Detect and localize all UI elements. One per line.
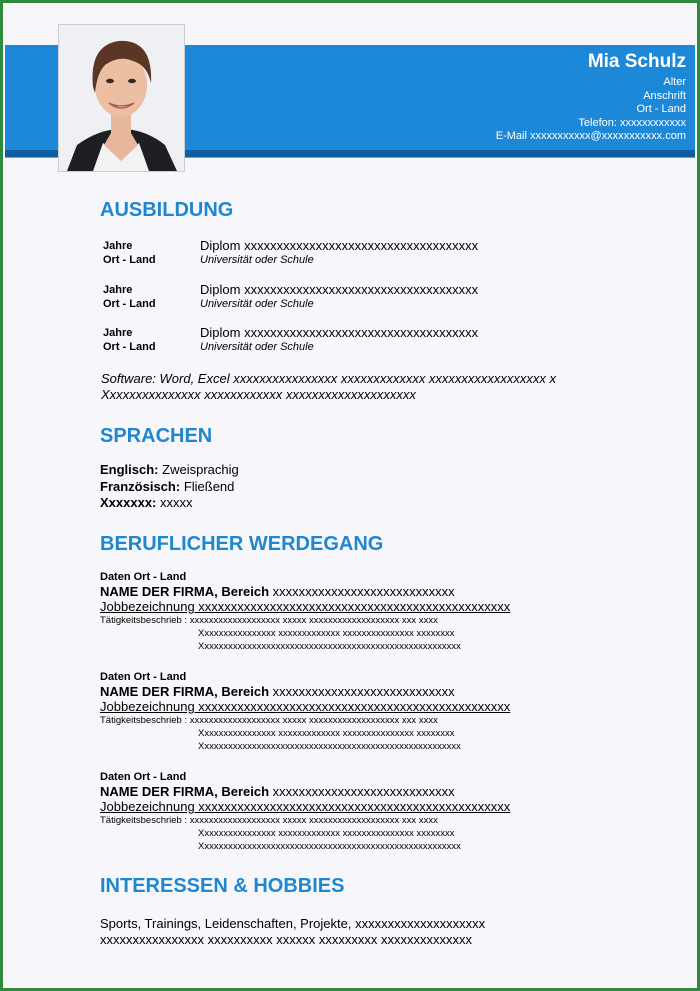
phone-label: Telefon: xxxxxxxxxxxx — [578, 116, 686, 129]
job-company-extra: xxxxxxxxxxxxxxxxxxxxxxxxxxxx — [272, 684, 455, 699]
job-dates: Daten Ort - Land — [100, 671, 187, 683]
hobbies-text — [100, 916, 485, 948]
language-item — [100, 495, 239, 512]
job-entry — [100, 770, 660, 853]
education-years: Jahre — [103, 327, 133, 339]
profile-photo — [58, 24, 185, 172]
job-company-line — [100, 784, 660, 799]
job-description-line: Tätigkeitsbeschrieb : xxxxxxxxxxxxxxxxxxx xxxxx xxxxxxxxxxxxxxxxxxx xxx xxxx — [100, 715, 438, 726]
job-description-line: Xxxxxxxxxxxxxxxx xxxxxxxxxxxxx xxxxxxxxxxxxxxx xxxxxxxx — [198, 828, 455, 839]
job-title: Jobbezeichnung xxxxxxxxxxxxxxxxxxxxxxxxxxxxxxxxxxxxxxxxxxxxxxxx — [100, 799, 511, 814]
education-degree: Diplom xxxxxxxxxxxxxxxxxxxxxxxxxxxxxxxxxxxx — [200, 282, 479, 297]
job-description-line: Xxxxxxxxxxxxxxxxxxxxxxxxxxxxxxxxxxxxxxxxxxxxxxxxxxxxxxx — [198, 841, 461, 852]
section-title-languages: SPRACHEN — [100, 425, 213, 447]
job-company-line — [100, 684, 660, 699]
job-entry — [100, 570, 660, 653]
job-dates: Daten Ort - Land — [100, 571, 187, 583]
language-level: Zweisprachig — [162, 462, 239, 477]
age-label: Alter — [663, 76, 686, 88]
person-name: Mia Schulz — [587, 51, 686, 72]
language-name: Englisch: — [100, 462, 159, 477]
education-degree: Diplom xxxxxxxxxxxxxxxxxxxxxxxxxxxxxxxxxxxx — [200, 238, 479, 253]
job-dates: Daten Ort - Land — [100, 771, 187, 783]
section-title-education: AUSBILDUNG — [100, 199, 234, 221]
section-title-hobbies: INTERESSEN & HOBBIES — [100, 875, 345, 897]
language-item — [100, 462, 239, 479]
languages-list — [100, 462, 239, 512]
language-name: Französisch: — [100, 478, 181, 494]
education-degree: Diplom xxxxxxxxxxxxxxxxxxxxxxxxxxxxxxxxxxxx — [200, 325, 479, 340]
education-years: Jahre — [103, 240, 133, 252]
education-place: Ort - Land — [103, 341, 156, 353]
hobbies-line: xxxxxxxxxxxxxxxx xxxxxxxxxx xxxxxx xxxxxxxxx xxxxxxxxxxxxxx — [100, 932, 472, 947]
education-place: Ort - Land — [103, 298, 156, 310]
education-school: Universität oder Schule — [200, 341, 314, 353]
language-level: Fließend — [183, 478, 235, 494]
job-description-line: Xxxxxxxxxxxxxxxxxxxxxxxxxxxxxxxxxxxxxxxxxxxxxxxxxxxxxxx — [198, 741, 461, 752]
contact-block — [496, 50, 686, 144]
job-description — [100, 614, 660, 653]
job-company-extra: xxxxxxxxxxxxxxxxxxxxxxxxxxxx — [272, 584, 455, 599]
education-years: Jahre — [103, 284, 133, 296]
job-company: NAME DER FIRMA, Bereich — [100, 684, 270, 699]
job-company: NAME DER FIRMA, Bereich — [100, 584, 270, 599]
job-title: Jobbezeichnung xxxxxxxxxxxxxxxxxxxxxxxxxxxxxxxxxxxxxxxxxxxxxxxx — [100, 699, 511, 714]
software-line: Software: Word, Excel xxxxxxxxxxxxxxxx xxxxxxxxxxxxx xxxxxxxxxxxxxxxxxx x — [101, 371, 557, 386]
section-title-career: BERUFLICHER WERDEGANG — [100, 533, 384, 555]
job-description-line: Xxxxxxxxxxxxxxxx xxxxxxxxxxxxx xxxxxxxxxxxxxxx xxxxxxxx — [198, 728, 455, 739]
job-description — [100, 714, 660, 753]
location-label: Ort - Land — [636, 103, 686, 115]
language-item — [100, 479, 239, 496]
software-line: Xxxxxxxxxxxxxxx xxxxxxxxxxxx xxxxxxxxxxxxxxxxxxxx — [101, 387, 416, 402]
job-title: Jobbezeichnung xxxxxxxxxxxxxxxxxxxxxxxxxxxxxxxxxxxxxxxxxxxxxxxx — [100, 599, 511, 614]
language-name: Xxxxxxx: — [100, 495, 157, 510]
education-school: Universität oder Schule — [200, 298, 314, 310]
job-entry — [100, 670, 660, 753]
job-description-line: Tätigkeitsbeschrieb : xxxxxxxxxxxxxxxxxxx xxxxx xxxxxxxxxxxxxxxxxxx xxx xxxx — [100, 615, 438, 626]
address-label: Anschrift — [643, 89, 686, 102]
education-school: Universität oder Schule — [200, 254, 314, 266]
job-description — [100, 814, 660, 853]
job-description-line: Xxxxxxxxxxxxxxxxxxxxxxxxxxxxxxxxxxxxxxxxxxxxxxxxxxxxxxx — [198, 641, 461, 652]
job-company: NAME DER FIRMA, Bereich — [100, 784, 270, 799]
software-skills — [101, 371, 556, 403]
hobbies-line: Sports, Trainings, Leidenschaften, Projekte, xxxxxxxxxxxxxxxxxxxx — [100, 916, 486, 931]
job-company-extra: xxxxxxxxxxxxxxxxxxxxxxxxxxxx — [272, 784, 455, 799]
email-label: E-Mail xxxxxxxxxxx@xxxxxxxxxxx.com — [495, 130, 686, 142]
education-place: Ort - Land — [103, 254, 156, 266]
job-description-line: Xxxxxxxxxxxxxxxx xxxxxxxxxxxxx xxxxxxxxxxxxxxx xxxxxxxx — [198, 628, 455, 639]
job-company-line — [100, 584, 660, 599]
job-description-line: Tätigkeitsbeschrieb : xxxxxxxxxxxxxxxxxxx xxxxx xxxxxxxxxxxxxxxxxxx xxx xxxx — [100, 815, 438, 826]
language-level: xxxxx — [160, 495, 193, 510]
